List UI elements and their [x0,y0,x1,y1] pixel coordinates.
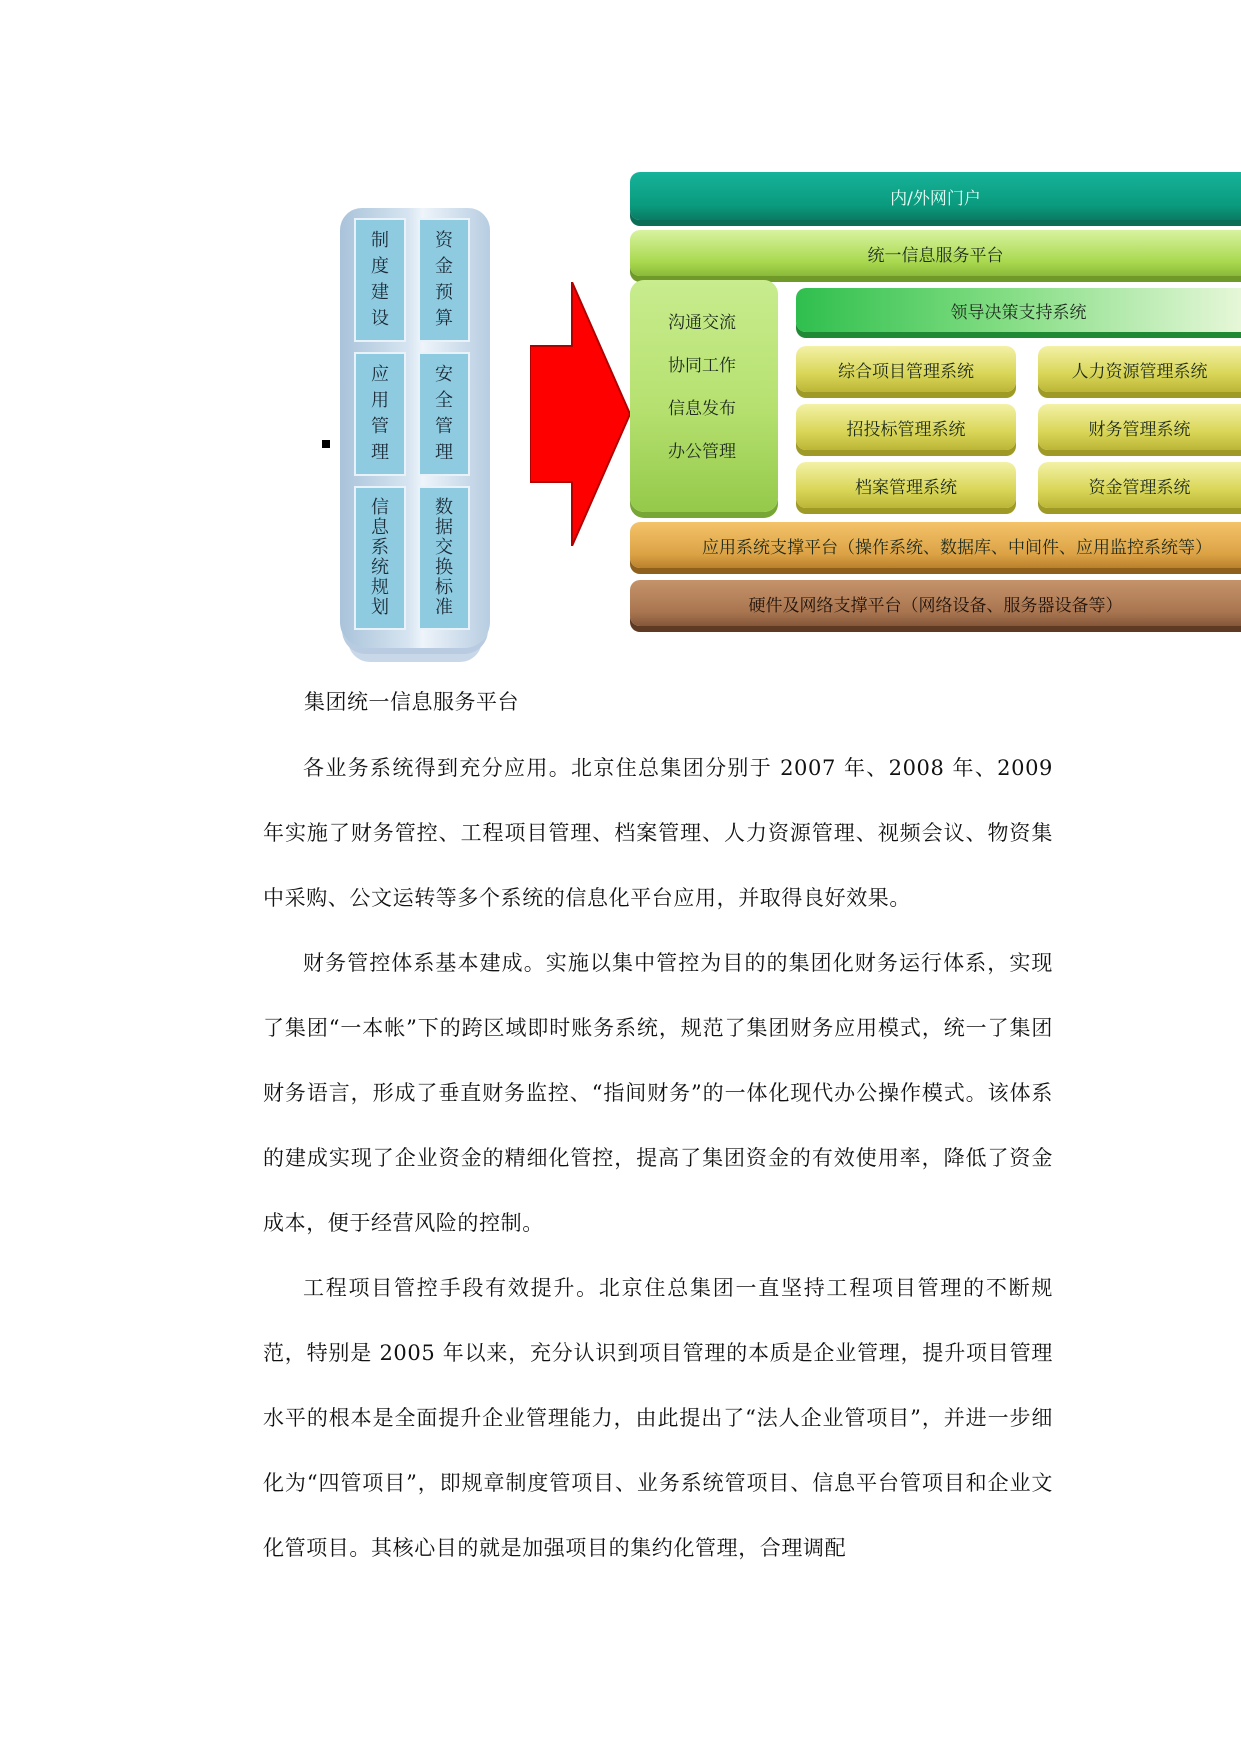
comm-item: 办公管理 [668,442,736,462]
comm-item: 信息发布 [668,399,736,419]
system-block: 财务管理系统 [1038,404,1241,450]
bullet-marker [322,440,330,448]
body-text [263,736,1053,1581]
leader-decision-bar: 领导决策支持系统 [796,288,1241,332]
paragraph: 工程项目管控手段有效提升。北京住总集团一直坚持工程项目管理的不断规范，特别是 2005 年以来，充分认识到项目管理的本质是企业管理，提升项目管理水平的根本是全面提升企业管理能力，由此提出了“法人企业管项目”，并进一步细化为“四管项目”，即规章制度管项目、业务系统管项目、信息平台管项目和企业文化管项目。其核心目的就是加强项目的集约化管理，合理调配 [263,1276,1053,1560]
figure-caption: 集团统一信息服务平台 [304,690,519,714]
paragraph: 各业务系统得到充分应用。北京住总集团分别于 2007 年、2008 年、2009 年实施了财务管控、工程项目管理、档案管理、人力资源管理、视频会议、物资集中采购、公文运转等多个系统的信息化平台应用，并取得良好效果。 [263,756,1053,910]
app-support-bar: 应用系统支撑平台（操作系统、数据库、中间件、应用监控系统等） [630,522,1241,568]
pillar-cell: 应 用 管 理 [354,352,406,476]
paragraph: 财务管控体系基本建成。实施以集中管控为目的的集团化财务运行体系，实现了集团“一本帐”下的跨区域即时账务系统，规范了集团财务应用模式，统一了集团财务语言，形成了垂直财务监控、“指间财务”的一体化现代办公操作模式。该体系的建成实现了企业资金的精细化管控，提高了集团资金的有效使用率，降低了资金成本，便于经营风险的控制。 [263,951,1053,1235]
hardware-support-bar: 硬件及网络支撑平台（网络设备、服务器设备等） [630,580,1241,626]
comm-item: 沟通交流 [668,313,736,333]
portal-bar: 内/外网门户 [630,172,1241,220]
framework-pillar [340,208,490,648]
pillar-cell: 制 度 建 设 [354,218,406,342]
system-block: 人力资源管理系统 [1038,346,1241,392]
pillar-cell: 信 息 系 统 规 划 [354,486,406,630]
system-block: 综合项目管理系统 [796,346,1016,392]
unified-platform-bar: 统一信息服务平台 [630,230,1241,276]
pillar-cell: 安 全 管 理 [418,352,470,476]
communication-block [630,280,778,512]
pillar-cell: 资 金 预 算 [418,218,470,342]
pillar-cell: 数 据 交 换 标 准 [418,486,470,630]
comm-item: 协同工作 [668,356,736,376]
right-arrow-icon [530,282,630,546]
system-block: 档案管理系统 [796,462,1016,508]
system-block: 招投标管理系统 [796,404,1016,450]
system-block: 资金管理系统 [1038,462,1241,508]
